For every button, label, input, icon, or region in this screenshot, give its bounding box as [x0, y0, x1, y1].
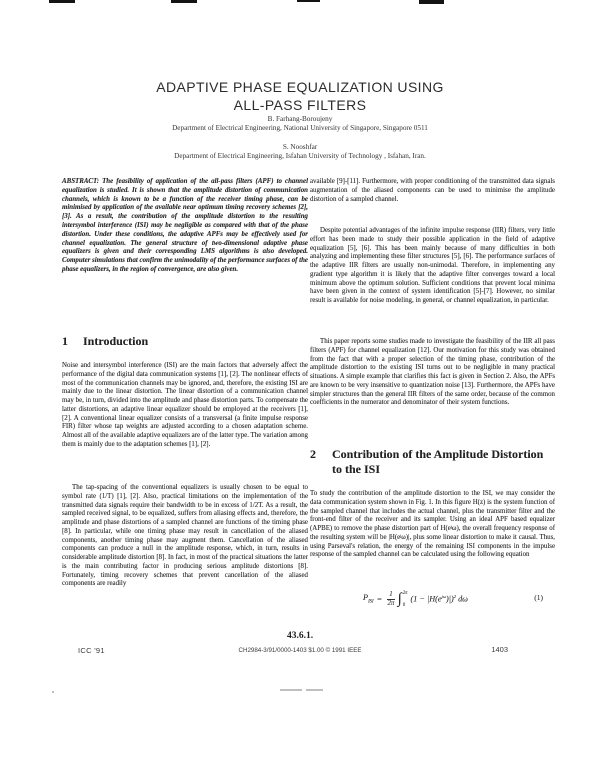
scan-artifact-mark — [171, 0, 197, 3]
equation-lhs: $P_{ISI}$ — [363, 593, 374, 605]
section-2-heading — [310, 447, 552, 477]
session-number: 43.6.1. — [286, 631, 314, 641]
scan-artifact-dot — [52, 691, 54, 693]
equation-1 — [310, 586, 555, 612]
author-affiliation: Department of Electrical Engineering, Isfahan University of Technology , Isfahan, Iran. — [174, 152, 426, 160]
author-name: B. Farhang-Boroujeny — [267, 115, 333, 123]
section-2-number: 2 — [310, 447, 316, 461]
section-2-title: Contribution of the Amplitude Distortion to the ISI — [332, 447, 544, 476]
section-1-heading — [62, 334, 148, 349]
iir-filters-paragraph: Despite potential advantages of the infinite impulse response (IIR) filters, very little effort has been made to study their possible application in the field of adaptive equalization [5], [6]. This has been mainly because of many difficulties in both analyzing and implementing these filter structures [5], [6]. The performance surfaces of the adaptive IIR filters are usually non-unimodal. Therefore, in implementing any gradient type algorithm it is likely that the adaptive filter converges toward a local minimum above the optimum solution. Sufficient conditions that prevent local minima have been given in the context of system identification [5]-[7]. However, no similar result is available for noise modeling, in general, or channel equalization, in particular. — [310, 227, 555, 304]
intro-paragraph-2: The tap-spacing of the conventional equalizers is usually chosen to be equal to symbol rate (1/T) [1], [2]. Also, practical limitations on the implementation of the transmitted data signals require their bandwidth to be in excess of 1/2T. As a result, the sampled received signal, to be equalized, suffers from aliasing effects and, therefore, the amplitude and phase distortions of a sampled channel are functions of the timing phase [8]. In particular, while one timing phase may result in cancellation of the aliased components, another timing phase may augment them. Cancellation of the aliased components can produce a null in the amplitude response, which, in turn, results in considerable amplitude distortion [8]. In fact, in most of the practical situations the latter is the main contributing factor in producing serious amplitude distortions [8]. Fortunately, timing recovery schemes that prevent cancellation of the aliased components are readily — [62, 484, 308, 588]
paper-scope-paragraph: This paper reports some studies made to investigate the feasibility of the IIR all pass filters (APF) for channel equalization [12]. Our motivation for this study was obtained from the fact that with a proper selection of the timing phase, contribution of the amplitude distortion to the existing ISI turns out to be negligible in many practical situations. A simple example that clarifies this fact is given in Section 2. Also, the APFs are known to be very insensitive to quantization noise [13]. Furthermore, the APFs have simpler structures than the general IIR filters of the same order, because of the common coefficients in the numerator and denominator of their system functions. — [310, 338, 555, 407]
equation-body: $(1 - |H(e^{j\omega})|)^2$ dω — [410, 594, 468, 604]
abstract-paragraph — [62, 178, 308, 275]
scan-artifact-mark — [297, 0, 320, 2]
equals-sign: = — [376, 594, 383, 604]
author-name: S. Nooshfar — [282, 143, 318, 151]
paper-title-line1: ADAPTIVE PHASE EQUALIZATION USING — [156, 79, 444, 95]
fraction-one-over-two-pi: $\frac{1}{2\pi}$ — [387, 591, 395, 607]
continued-paragraph: available [9]-[11]. Furthermore, with proper conditioning of the transmitted data signals augmentation of the aliased components can be used to minimise the amplitude distortion of a sampled channel. — [310, 178, 555, 203]
conference-name: ICC '91 — [78, 646, 105, 655]
abstract-label: ABSTRACT: — [62, 178, 100, 185]
section-2-paragraph-1: To study the contribution of the amplitude distortion to the ISI, we may consider the data communication system shown in Fig. 1. In this figure H(z) is the system function of the sampled channel that includes the actual channel, plus the transmitter filter and the front-end filter of the receiver and its sampler. Using an ideal APF based equalizer (APBE) to remove the phase distortion part of H(eʲω), the overall frequency response of the resulting system will be |H(eʲω)|, plus some linear distortion to make it causal. Thus, using Parseval's relation, the energy of the remaining ISI components in the impulse response of the sampled channel can be calculated using the following equation — [310, 490, 555, 559]
paper-title-line2: ALL-PASS FILTERS — [233, 97, 367, 113]
scan-artifact-dash — [306, 689, 323, 691]
page-number: 1403 — [491, 645, 508, 654]
integral-symbol: ∫ 2π 0 — [397, 590, 408, 608]
section-1-number: 1 — [62, 334, 68, 348]
scan-artifact-mark — [419, 0, 444, 4]
author-affiliation: Department of Electrical Engineering, National University of Singapore, Singapore 0511 — [172, 124, 428, 132]
copyright-line: CH2984-3/91/0000-1403 $1.00 © 1991 IEEE — [238, 647, 362, 654]
abstract-text: The feasibility of application of the all-pass filters (APF) to channel equalization is studied. It is shown that the amplitude distortion of communication channels, which is known to be a function of the receiver timing phase, can be minimised by application of the available near optimum timing recovery schemes [2],[3]. As a result, the contribution of the amplitude distortion to the resulting intersymbol interference (ISI) may be negligible as compared with that of the phase distortion. Under these conditions, the adaptive APFs may be effectively used for channel equalization. The general structure of two-dimensional adaptive phase equalizers is given and their corresponding LMS algorithms is also developed. Computer simulations that confirm the unimodality of the performance surfaces of the phase equalizers, in the region of convergence, are also given. — [62, 178, 308, 273]
scan-artifact-mark — [49, 0, 75, 3]
scan-artifact-dash — [280, 689, 302, 691]
equation-number: (1) — [534, 593, 543, 602]
section-1-title: Introduction — [83, 334, 149, 348]
intro-paragraph-1: Noise and intersymbol interference (ISI) are the main factors that adversely affect the performance of the digital data communication systems [1], [2]. The nonlinear effects of most of the communication channels may be ignored, and, therefore, the existing ISI are mainly due to the linear distortion. The linear distortion of a communication channel may be, in turn, divided into the amplitude and phase distortion parts. To compensate the latter distortions, an adaptive linear equalizer should be employed at the receivers [1], [2]. A conventional linear equalizer consists of a transversal (a finite impulse response FIR) filter whose tap weights are adjusted according to a chosen adaptation scheme. Almost all of the available adaptive equalizers are of the latter type. The variation among them is mainly due to the adaptation schemes [1], [2]. — [62, 362, 308, 448]
